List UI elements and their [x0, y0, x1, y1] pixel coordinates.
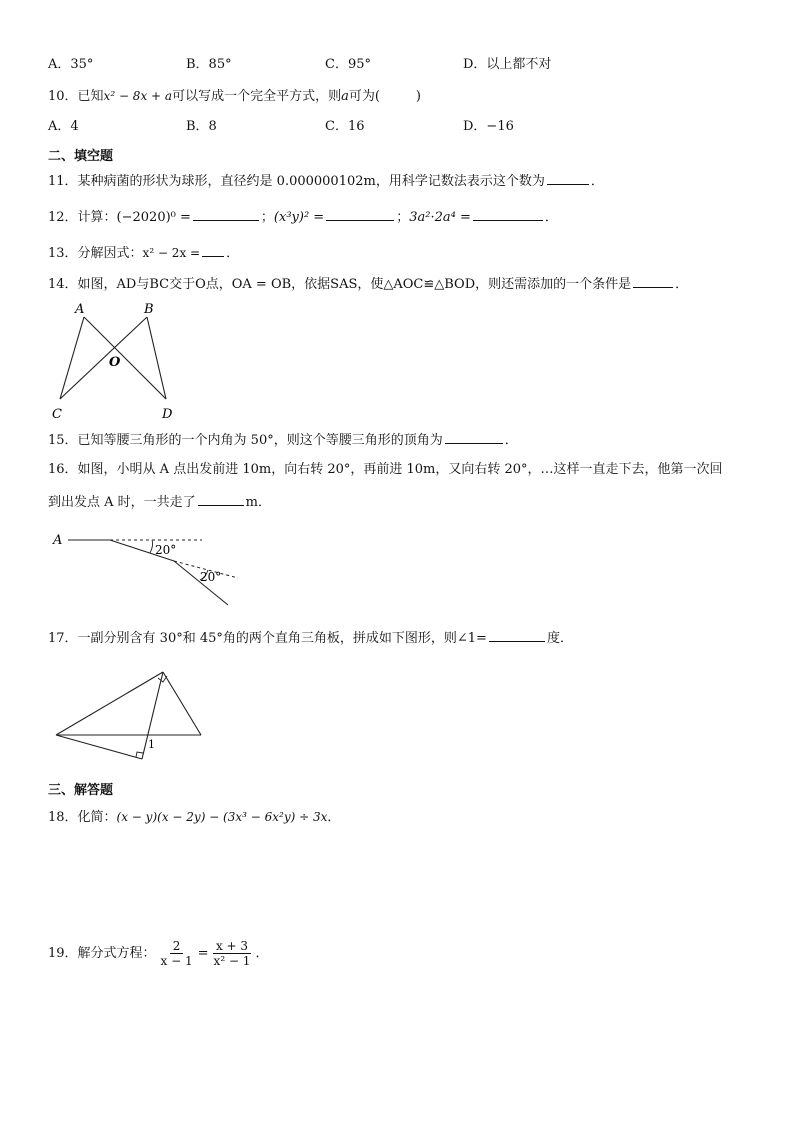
fig14-label-d: D [162, 407, 173, 422]
q14-text: 14．如图，AD与BC交于O点，OA = OB，依据SAS，使△AOC≌△BOD，则还需添加的一个条件是 [48, 277, 632, 292]
q10-option-b: B．8 [186, 119, 217, 134]
q17-text: 17．一副分别含有 30°和 45°角的两个直角三角板，拼成如下图形，则∠1= [48, 631, 487, 646]
q12-expr-3: 3a²·2a⁴ = [409, 210, 471, 225]
q18-expression: (x − y)(x − 2y) − (3x³ − 6x²y) ÷ 3x [116, 810, 328, 824]
question-17 [48, 628, 573, 648]
q15-text: 15．已知等腰三角形的一个内角为 50°，则这个等腰三角形的顶角为 [48, 433, 443, 448]
q19-prefix: 19．解分式方程： [48, 946, 156, 961]
q15-end: ． [504, 433, 518, 448]
fig14-label-a: A [75, 302, 85, 317]
section-3-title: 三、解答题 [48, 783, 114, 798]
fig17-right-angle-mark-bottom [136, 752, 143, 757]
fig14-segment-ac [60, 317, 84, 399]
q19-numerator-left: 2 [170, 939, 184, 954]
q10-option-d: D．−16 [463, 119, 514, 134]
q19-denominator-left: x − 1 [160, 954, 193, 968]
q17-end: 度． [546, 631, 573, 646]
section-2-title: 二、填空题 [48, 149, 114, 164]
q17-answer-blank[interactable] [489, 628, 545, 642]
fig16-label-a: A [53, 533, 63, 548]
q13-end: ． [226, 246, 240, 261]
q10-expression: x² − 8x + a [103, 89, 173, 103]
q12-prefix: 12．计算： [48, 210, 117, 225]
q19-numerator-right: x + 3 [213, 939, 251, 954]
fig17-segment-top-right [163, 672, 201, 735]
fig14-label-c: C [52, 407, 62, 422]
question-15 [48, 430, 518, 450]
q12-expr-2: (x³y)² = [273, 210, 325, 225]
question-16-line-1: 16．如图，小明从 A 点出发前进 10m，向右转 20°，再前进 10m，又向右转 20°，…这样一直走下去，他第一次回 [48, 462, 723, 477]
q10-variable: a [341, 89, 349, 104]
q10-post: 可为( [348, 89, 380, 104]
question-19 [48, 937, 268, 971]
q19-denominator-right: x² − 1 [213, 954, 251, 968]
q15-answer-blank[interactable] [445, 430, 503, 444]
q10-middle: 可以写成一个完全平方式，则 [172, 89, 342, 104]
fig14-segment-bc [60, 317, 147, 399]
q13-expression: x² − 2x = [142, 246, 201, 260]
figure-17 [56, 672, 201, 759]
q19-end: ． [255, 946, 269, 961]
q16-unit: m． [245, 495, 271, 510]
q13-prefix: 13．分解因式： [48, 246, 143, 261]
q14-end: ． [675, 277, 689, 292]
question-18 [48, 808, 340, 827]
fig14-label-o: O [109, 355, 121, 370]
fig14-label-b: B [144, 302, 154, 317]
q19-equals: = [197, 946, 209, 961]
fig17-segment-left-bottom [56, 735, 142, 759]
q16-answer-blank[interactable] [198, 492, 244, 506]
q12-end: ． [544, 210, 558, 225]
q12-sep-2: ； [396, 210, 410, 225]
q10-prefix: 10．已知 [48, 89, 104, 104]
q10-option-c: C．16 [325, 119, 365, 134]
q16-line-2-text: 到出发点 A 时，一共走了 [48, 495, 196, 510]
q18-end: ． [327, 810, 341, 825]
q12-expr-1: (−2020)⁰ = [116, 210, 191, 225]
q10-option-a: A．4 [48, 119, 79, 134]
fig16-angle-arc-1 [150, 540, 153, 553]
fig14-segment-bd [147, 317, 166, 399]
fig17-angle-1-label: 1 [148, 738, 155, 751]
q9-option-c: C．95° [325, 57, 371, 72]
q11-text: 11．某种病菌的形状为球形，直径约是 0.000000102m，用科学记数法表示这个数为 [48, 174, 545, 189]
q18-prefix: 18．化简： [48, 810, 117, 825]
q11-end: ． [590, 174, 604, 189]
fig14-segment-ad [84, 317, 166, 399]
fig16-angle-label-1: 20° [155, 543, 177, 557]
q9-option-b: B．85° [186, 57, 232, 72]
question-16-line-2 [48, 492, 271, 512]
fig16-angle-label-2: 20° [200, 570, 222, 584]
q19-fraction-left [158, 939, 196, 968]
q9-option-a: A．35° [48, 57, 94, 72]
fig17-segment-left-top [56, 672, 163, 735]
q9-option-d: D．以上都不对 [463, 57, 552, 72]
q19-fraction-right [211, 939, 254, 968]
q12-sep-1: ； [260, 210, 274, 225]
q10-close: ) [415, 89, 421, 104]
